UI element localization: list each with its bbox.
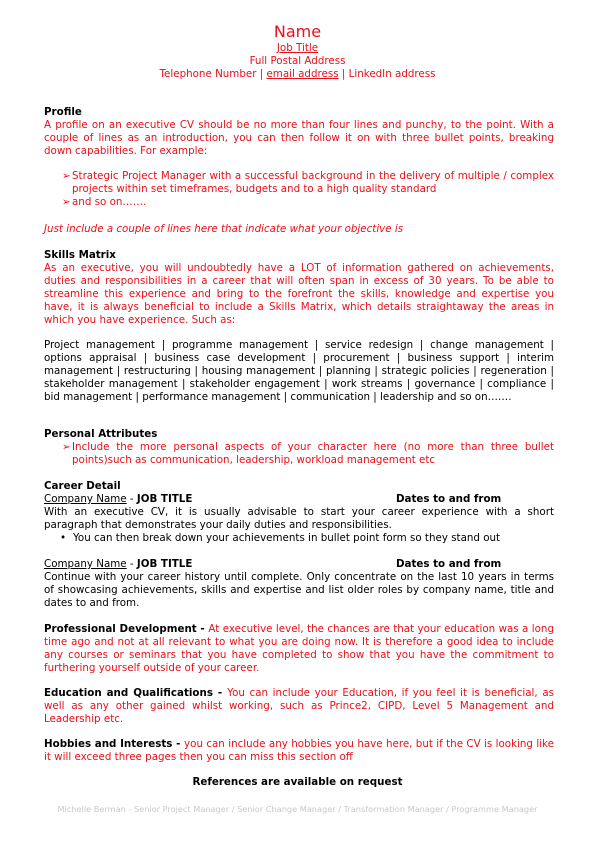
email-link[interactable]: email address [266,68,339,80]
career-heading: Career Detail [44,480,121,492]
linkedin: LinkedIn address [348,68,436,80]
telephone: Telephone Number [159,68,257,80]
separator: | [256,68,267,80]
hobbies-section [44,738,554,764]
company-name: Company Name [44,493,127,505]
personal-bullets [62,441,554,467]
skills-heading: Skills Matrix [44,249,116,261]
career-entry-1-text: With an executive CV, it is usually advisable to start your career experience with a short paragraph that demonstrates your daily duties and responsibilities. [44,506,554,531]
separator: | [338,68,349,80]
personal-heading: Personal Attributes [44,428,158,440]
career-entry-2-text: Continue with your career history until complete. Only concentrate on the last 10 years in terms of showcasing achievements, skills and expertise and list older roles by company name, title and dates to and from. [44,571,554,609]
career-entry-2-header: Company Name - JOB TITLE Dates to and from [44,558,502,570]
education-section [44,687,554,726]
career-entry-1-header: Company Name - JOB TITLE Dates to and from [44,493,502,505]
job-title: Job Title [276,42,319,54]
dates-label: Dates to and from [396,493,502,505]
education-text: You can include your Education, if you feel it is beneficial, as well as any other gained whilst working, such as Prince2, CIPD, Level 5 Management and Leadership etc. [44,687,554,725]
list-item: • You can then break down your achievements in bullet point form so they stand out [60,532,501,544]
profile-bullets [62,170,554,209]
hobbies-heading: Hobbies and Interests - [44,738,185,750]
list-item: ➢ Include the more personal aspects of your character here (no more than three bullet points)such as communication, leadership, workload management etc [62,441,554,466]
skills-matrix: Project management | programme management | service redesign | change management | options appraisal | business case development | procurement | business support | interim management | restructuring | housing management | planning | strategic policies | regeneration | stakeholder management | stakeholder engagement | work streams | governance | compliance | bid management | performance management | communication | leadership and so on……. [44,339,554,403]
education-heading: Education and Qualifications - [44,687,228,699]
bullet-dot-icon: • [60,532,67,544]
job-title-label: JOB TITLE [136,493,193,505]
dates-label: Dates to and from [396,558,502,570]
list-item: ➢ and so on……. [62,196,147,208]
objective-text: Just include a couple of lines here that indicate what your objective is [44,223,404,235]
arrow-bullet-icon: ➢ [62,170,71,182]
hobbies-text: you can include any hobbies you have here, but if the CV is looking like it will exceed three pages then you can miss this section off [44,738,554,763]
arrow-bullet-icon: ➢ [62,196,71,208]
company-name: Company Name [44,558,127,570]
profile-text: A profile on an executive CV should be no more than four lines and punchy, to the point. With a couple of lines as an introduction, you can then follow it on with three bullet points, breaking down capabilities. For example: [44,119,554,157]
job-title-label: JOB TITLE [136,558,193,570]
candidate-name: Name [273,22,322,41]
profile-heading: Profile [44,106,82,118]
career-entry-1-bullets [60,532,552,545]
arrow-bullet-icon: ➢ [62,441,71,453]
professional-text: At executive level, the chances are that your education was a long time ago and not at all relevant to what you are doing now. It is therefore a good idea to include any courses or seminars that you have completed to show that you have the commitment to furthering yourself outside of your career. [44,623,554,674]
page-footer: Michelle Berman - Senior Project Manager / Senior Change Manager / Transformation Manager / Programme Manager [57,804,538,814]
references-note: References are available on request [192,776,403,788]
postal-address: Full Postal Address [249,55,346,67]
professional-section [44,623,554,675]
skills-intro: As an executive, you will undoubtedly have a LOT of information gathered on achievements, duties and responsibilities in a career that will often span in excess of 30 years. To be able to streamline this experience and bring to the forefront the skills, knowledge and expertise you have, it is always beneficial to include a Skills Matrix, which details straightaway the areas in which you have experience. Such as: [44,262,554,326]
list-item: ➢ Strategic Project Manager with a successful background in the delivery of multiple / complex projects within set timeframes, budgets and to a high quality standard [62,170,554,195]
contact-line [0,68,595,81]
professional-heading: Professional Development - [44,623,209,635]
